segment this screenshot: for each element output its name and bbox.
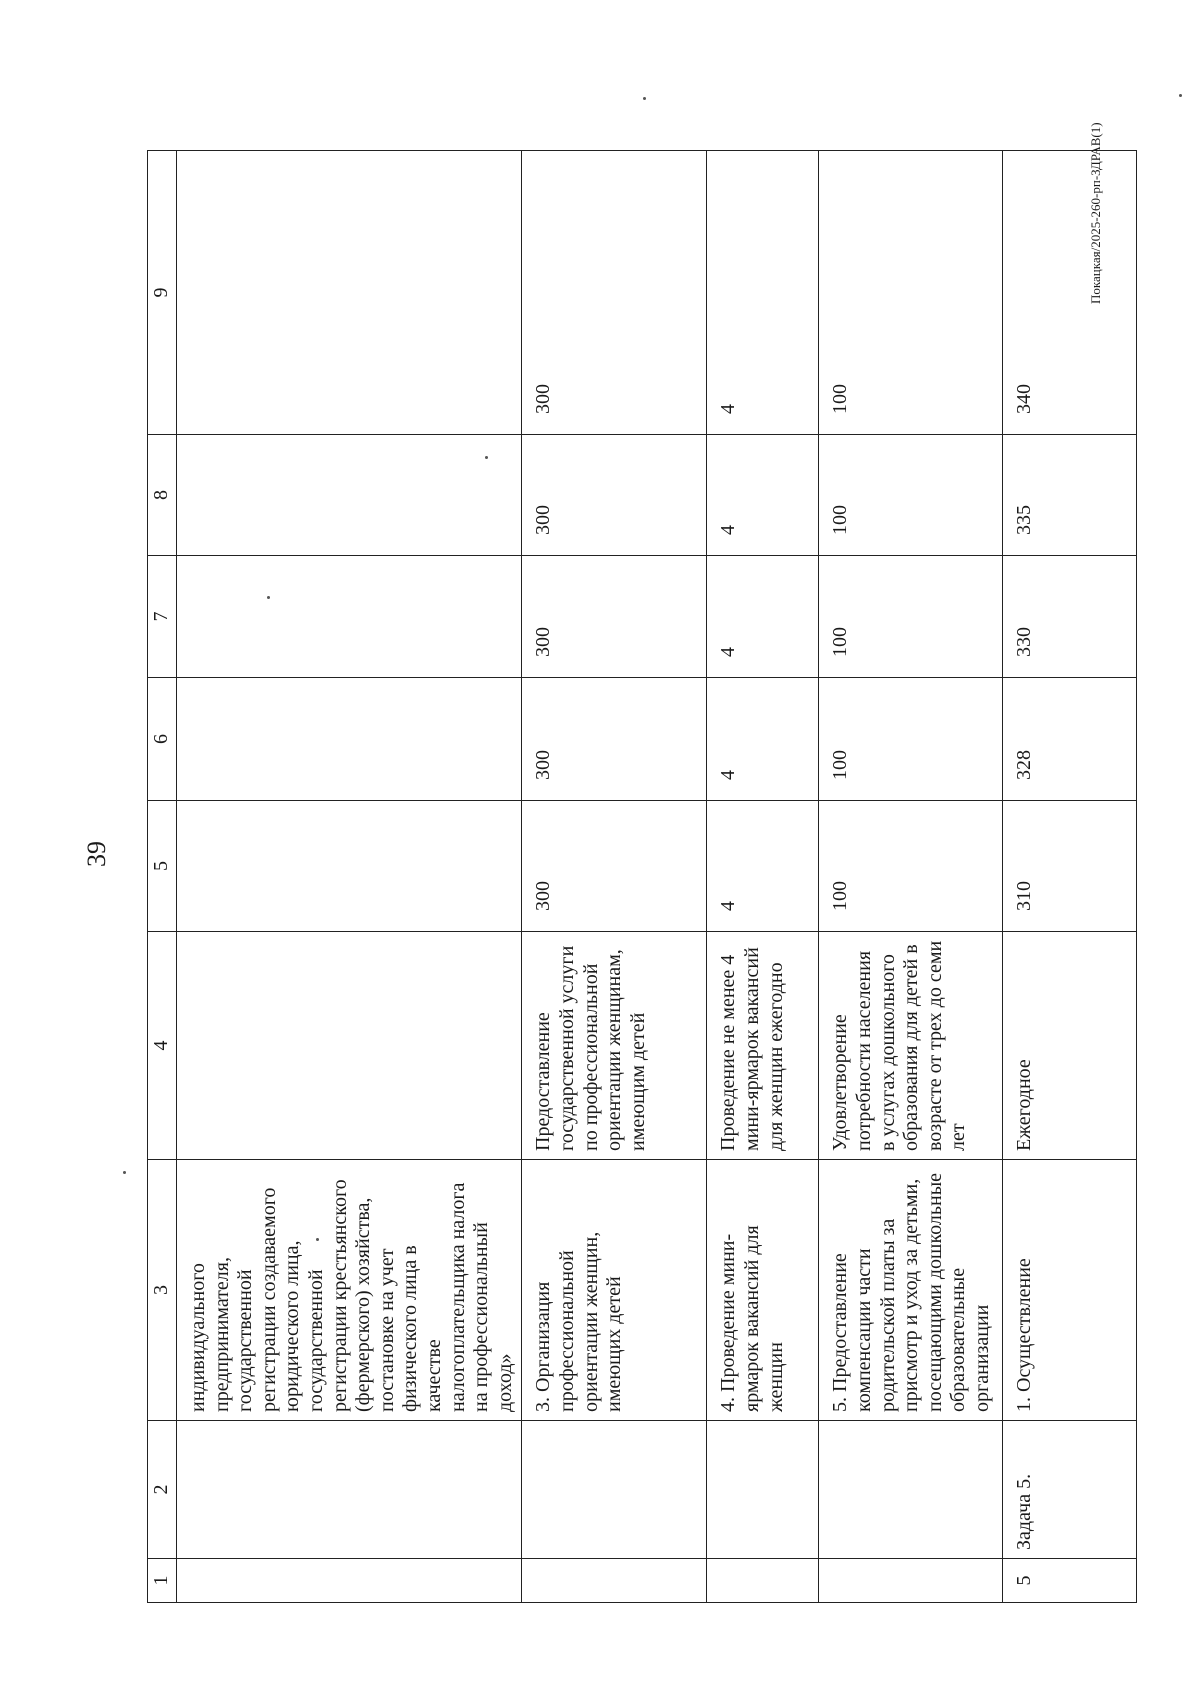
table-cell: 3. Организация профессиональной ориентации женщин, имеющих детей (522, 1160, 707, 1421)
table-cell: 4 (707, 801, 819, 932)
scan-speck (485, 456, 488, 459)
table-cell (522, 1421, 707, 1559)
table-cell: 4. Проведение мини-ярмарок вакансий для женщин (707, 1160, 819, 1421)
table-cell: 5 (1003, 1559, 1137, 1603)
table-cell: 4 (707, 678, 819, 801)
table-cell: 310 (1003, 801, 1137, 932)
table-cell (177, 1559, 522, 1603)
header-cell: 6 (148, 678, 177, 801)
table-cell (819, 1421, 1003, 1559)
table-cell (177, 932, 522, 1160)
table-cell: 300 (522, 678, 707, 801)
page-number: 39 (82, 841, 111, 867)
scan-speck (316, 1238, 319, 1241)
table-cell: 340 (1003, 151, 1137, 435)
scan-speck (643, 97, 646, 100)
table-row (819, 151, 1003, 1603)
table-cell: 300 (522, 151, 707, 435)
header-cell: 4 (148, 932, 177, 1160)
table-cell: Удовлетворение потребности населения в услугах дошкольного образования для детей в возрасте от трех до семи лет (819, 932, 1003, 1160)
table-cell: 4 (707, 435, 819, 556)
table-cell (707, 1421, 819, 1559)
header-cell: 9 (148, 151, 177, 435)
table-cell: 300 (522, 435, 707, 556)
table-cell: 100 (819, 678, 1003, 801)
data-table (147, 150, 1137, 1603)
table-row (1003, 151, 1137, 1603)
header-cell: 3 (148, 1160, 177, 1421)
table-cell: Проведение не менее 4 мини-ярмарок вакансий для женщин ежегодно (707, 932, 819, 1160)
table-cell (819, 1559, 1003, 1603)
table-cell (177, 435, 522, 556)
table-cell: 100 (819, 151, 1003, 435)
table-cell (177, 151, 522, 435)
table-cell: 328 (1003, 678, 1137, 801)
table-cell (177, 801, 522, 932)
table-cell: 4 (707, 151, 819, 435)
table-row (177, 151, 522, 1603)
table-cell (522, 1559, 707, 1603)
table-cell: 330 (1003, 556, 1137, 678)
table-cell (177, 1421, 522, 1559)
table-cell: Ежегодное (1003, 932, 1137, 1160)
scan-speck (1179, 94, 1182, 97)
header-cell: 1 (148, 1559, 177, 1603)
header-cell: 5 (148, 801, 177, 932)
scan-speck (267, 596, 270, 599)
header-cell: 8 (148, 435, 177, 556)
document-code: Покацкая/2025-260-рп-ЗДРАВ(1) (1088, 122, 1103, 304)
table-cell (707, 1559, 819, 1603)
header-cell: 7 (148, 556, 177, 678)
table-cell: 4 (707, 556, 819, 678)
table-cell: 100 (819, 556, 1003, 678)
table-cell: 335 (1003, 435, 1137, 556)
table-row (522, 151, 707, 1603)
table-cell: 300 (522, 801, 707, 932)
table-cell: 5. Предоставление компенсации части родительской платы за присмотр и уход за детьми, посещающими дошкольные образовательные организации (819, 1160, 1003, 1421)
table-cell: 100 (819, 801, 1003, 932)
table-cell (177, 678, 522, 801)
table-cell: 1. Осуществление (1003, 1160, 1137, 1421)
table-cell: 100 (819, 435, 1003, 556)
header-cell: 2 (148, 1421, 177, 1559)
table-row (707, 151, 819, 1603)
scan-speck (123, 1171, 126, 1174)
table-cell: 300 (522, 556, 707, 678)
table-cell: Задача 5. (1003, 1421, 1137, 1559)
table-cell: индивидуального предпринимателя, государственной регистрации создаваемого юридического лица, государственной регистрации крестьянского (фермерского) хозяйства, постановке на учет физического лица в качестве налогоплательщика налога на профессиональный доход» (177, 1160, 522, 1421)
table-cell: Предоставление государственной услуги по профессиональной ориентации женщинам, имеющим детей (522, 932, 707, 1160)
table-cell (177, 556, 522, 678)
table-header-row (148, 151, 177, 1603)
